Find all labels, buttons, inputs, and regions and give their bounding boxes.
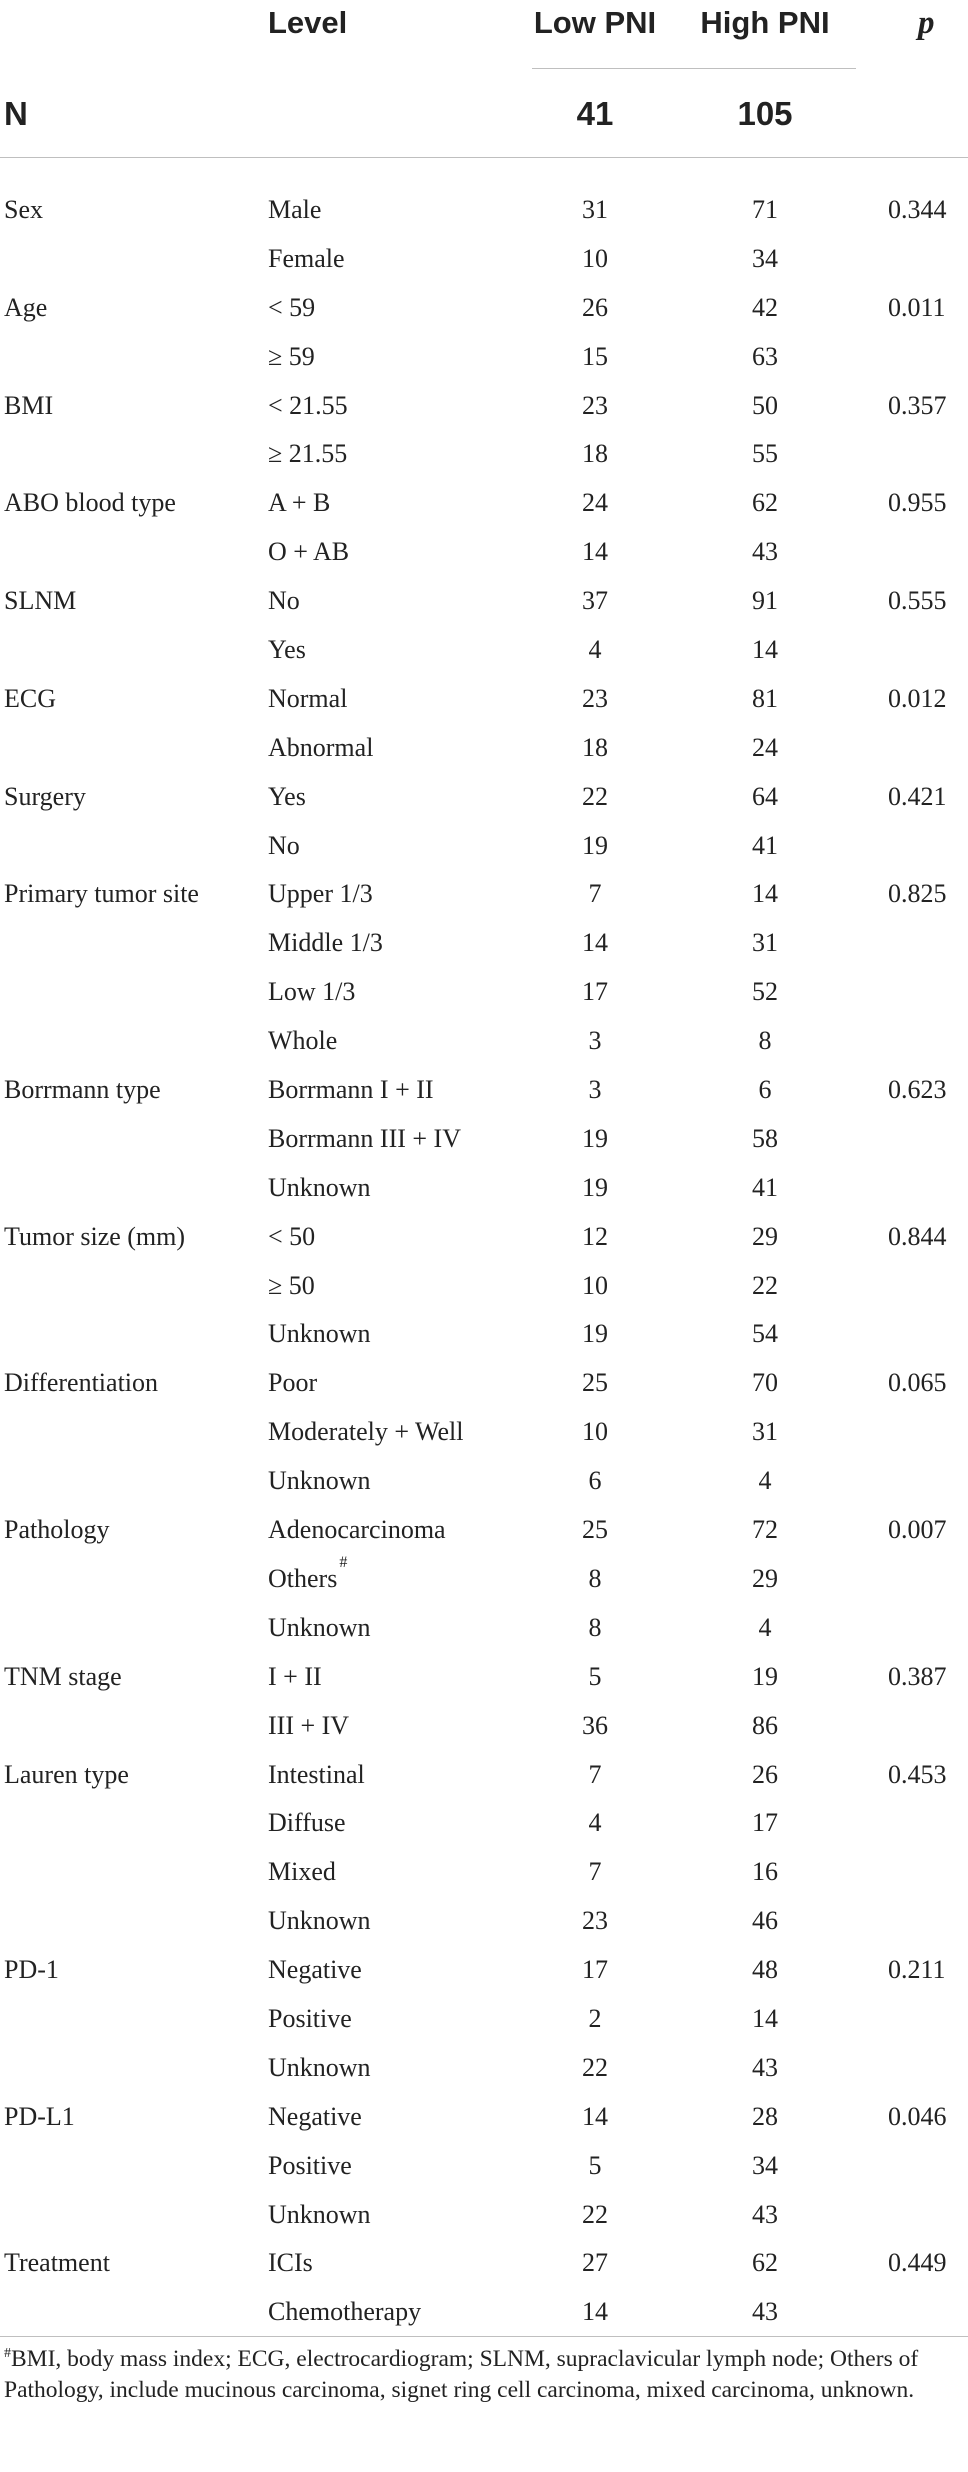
header-level: Level bbox=[268, 5, 348, 40]
p-value-cell: 0.011 bbox=[888, 292, 946, 322]
high-pni-cell: 14 bbox=[752, 879, 778, 909]
table-row bbox=[0, 1262, 968, 1311]
low-pni-cell: 10 bbox=[582, 243, 608, 273]
table-row bbox=[0, 2093, 968, 2142]
low-pni-cell: 36 bbox=[582, 1710, 608, 1740]
level-cell: Male bbox=[268, 195, 322, 224]
variable-cell: Treatment bbox=[4, 2248, 110, 2278]
low-pni-cell: 31 bbox=[582, 195, 608, 224]
level-cell: < 50 bbox=[268, 1221, 316, 1251]
level-cell: Yes bbox=[268, 635, 306, 665]
low-pni-cell: 3 bbox=[588, 1026, 602, 1056]
high-pni-cell: 62 bbox=[752, 2248, 778, 2278]
level-cell: Borrmann III + IV bbox=[268, 1123, 461, 1153]
high-pni-cell: 50 bbox=[752, 390, 778, 420]
level-cell: ≥ 59 bbox=[268, 341, 315, 371]
level-cell: Diffuse bbox=[268, 1808, 346, 1838]
n-low-pni: 41 bbox=[576, 95, 614, 132]
table-body bbox=[0, 186, 968, 2337]
level-cell: Borrmann I + II bbox=[268, 1075, 434, 1105]
high-pni-cell: 71 bbox=[752, 195, 778, 224]
p-value-cell: 0.387 bbox=[888, 1661, 947, 1691]
variable-cell: Pathology bbox=[4, 1515, 110, 1545]
p-value-cell: 0.012 bbox=[888, 683, 947, 713]
low-pni-cell: 23 bbox=[582, 390, 608, 420]
table-row bbox=[0, 479, 968, 528]
level-cell: Unknown bbox=[268, 1319, 371, 1349]
high-pni-cell: 43 bbox=[752, 537, 778, 567]
low-pni-cell: 12 bbox=[582, 1221, 608, 1251]
table-row bbox=[0, 1751, 968, 1800]
high-pni-cell: 28 bbox=[752, 2101, 778, 2131]
table-row bbox=[0, 2191, 968, 2240]
group-header-rule bbox=[532, 68, 856, 69]
table-row bbox=[0, 528, 968, 577]
high-pni-cell: 4 bbox=[758, 1612, 772, 1642]
high-pni-cell: 72 bbox=[752, 1515, 778, 1545]
level-cell: Normal bbox=[268, 683, 348, 713]
variable-cell: Sex bbox=[4, 195, 43, 224]
variable-cell: SLNM bbox=[4, 586, 77, 616]
level-cell: Positive bbox=[268, 2003, 352, 2033]
high-pni-cell: 22 bbox=[752, 1270, 778, 1300]
p-value-cell: 0.357 bbox=[888, 390, 947, 420]
table-row bbox=[0, 1506, 968, 1555]
high-pni-cell: 63 bbox=[752, 341, 778, 371]
variable-cell: Tumor size (mm) bbox=[4, 1221, 186, 1251]
low-pni-cell: 22 bbox=[582, 781, 608, 811]
low-pni-cell: 15 bbox=[582, 341, 608, 371]
table-row bbox=[0, 1115, 968, 1164]
table-row bbox=[0, 1066, 968, 1115]
others-footnote-marker: # bbox=[339, 1554, 348, 1572]
level-cell: Unknown bbox=[268, 2199, 371, 2229]
variable-cell: Surgery bbox=[4, 781, 86, 811]
level-cell: Middle 1/3 bbox=[268, 928, 383, 958]
level-cell: Negative bbox=[268, 1955, 362, 1985]
table-row bbox=[0, 1310, 968, 1359]
low-pni-cell: 10 bbox=[582, 1270, 608, 1300]
table-row bbox=[0, 1408, 968, 1457]
low-pni-cell: 19 bbox=[582, 1123, 608, 1153]
level-cell: Female bbox=[268, 243, 345, 273]
low-pni-cell: 17 bbox=[582, 977, 608, 1007]
low-pni-cell: 14 bbox=[582, 2297, 608, 2327]
high-pni-cell: 55 bbox=[752, 439, 778, 469]
high-pni-cell: 19 bbox=[752, 1661, 778, 1691]
p-value-cell: 0.844 bbox=[888, 1221, 947, 1251]
level-cell: No bbox=[268, 586, 300, 616]
level-cell: ≥ 50 bbox=[268, 1270, 315, 1300]
high-pni-cell: 14 bbox=[752, 635, 778, 665]
table-row bbox=[0, 1555, 968, 1604]
low-pni-cell: 4 bbox=[588, 635, 602, 665]
high-pni-cell: 52 bbox=[752, 977, 778, 1007]
low-pni-cell: 2 bbox=[588, 2003, 602, 2033]
high-pni-cell: 70 bbox=[752, 1368, 778, 1398]
level-cell: < 59 bbox=[268, 292, 316, 322]
bottom-rule bbox=[0, 2336, 968, 2337]
high-pni-cell: 34 bbox=[752, 243, 778, 273]
high-pni-cell: 43 bbox=[752, 2297, 778, 2327]
table-row bbox=[0, 724, 968, 773]
high-pni-cell: 46 bbox=[752, 1906, 778, 1936]
table-row bbox=[0, 870, 968, 919]
table-row bbox=[0, 577, 968, 626]
low-pni-cell: 24 bbox=[582, 488, 608, 518]
level-cell: A + B bbox=[268, 488, 331, 518]
level-cell: Unknown bbox=[268, 1906, 371, 1936]
table-row bbox=[0, 2044, 968, 2093]
p-value-cell: 0.955 bbox=[888, 488, 947, 518]
low-pni-cell: 18 bbox=[582, 732, 608, 762]
low-pni-cell: 37 bbox=[582, 586, 608, 616]
variable-cell: PD-1 bbox=[4, 1955, 59, 1985]
n-high-pni: 105 bbox=[737, 95, 793, 132]
low-pni-cell: 25 bbox=[582, 1368, 608, 1398]
level-cell: ICIs bbox=[268, 2248, 313, 2278]
table-row bbox=[0, 919, 968, 968]
footnote-text: BMI, body mass index; ECG, electrocardiogram; SLNM, supraclavicular lymph node; Others of Pathology, include mucinous carcinoma, signet ring cell carcinoma, mixed carcinoma, unknown. bbox=[4, 2345, 919, 2403]
high-pni-cell: 91 bbox=[752, 586, 778, 616]
low-pni-cell: 25 bbox=[582, 1515, 608, 1545]
low-pni-cell: 27 bbox=[582, 2248, 608, 2278]
table-row bbox=[0, 382, 968, 431]
table-row bbox=[0, 773, 968, 822]
high-pni-cell: 41 bbox=[752, 830, 778, 860]
table-row bbox=[0, 1995, 968, 2044]
high-pni-cell: 43 bbox=[752, 2052, 778, 2082]
table-row bbox=[0, 2142, 968, 2191]
high-pni-cell: 54 bbox=[752, 1319, 778, 1349]
level-cell: Chemotherapy bbox=[268, 2297, 422, 2327]
high-pni-cell: 42 bbox=[752, 292, 778, 322]
table-row bbox=[0, 1946, 968, 1995]
low-pni-cell: 19 bbox=[582, 830, 608, 860]
high-pni-cell: 31 bbox=[752, 928, 778, 958]
high-pni-cell: 64 bbox=[752, 781, 778, 811]
p-value-cell: 0.825 bbox=[888, 879, 947, 909]
table-row bbox=[0, 1653, 968, 1702]
level-cell: I + II bbox=[268, 1661, 322, 1691]
low-pni-cell: 7 bbox=[588, 1759, 602, 1789]
level-cell: Low 1/3 bbox=[268, 977, 356, 1007]
level-cell: Yes bbox=[268, 781, 306, 811]
high-pni-cell: 4 bbox=[758, 1466, 772, 1496]
low-pni-cell: 5 bbox=[588, 2150, 602, 2180]
table-row bbox=[0, 1799, 968, 1848]
header-low-pni: Low PNI bbox=[533, 5, 657, 40]
table-row bbox=[0, 968, 968, 1017]
variable-cell: Borrmann type bbox=[4, 1075, 161, 1105]
low-pni-cell: 8 bbox=[588, 1612, 602, 1642]
high-pni-cell: 8 bbox=[758, 1026, 772, 1056]
low-pni-cell: 17 bbox=[582, 1955, 608, 1985]
level-cell: Negative bbox=[268, 2101, 362, 2131]
low-pni-cell: 23 bbox=[582, 1906, 608, 1936]
low-pni-cell: 22 bbox=[582, 2199, 608, 2229]
high-pni-cell: 17 bbox=[752, 1808, 778, 1838]
high-pni-cell: 24 bbox=[752, 732, 778, 762]
variable-cell: Lauren type bbox=[4, 1759, 129, 1789]
high-pni-cell: 62 bbox=[752, 488, 778, 518]
level-cell: < 21.55 bbox=[268, 390, 348, 420]
table-row bbox=[0, 430, 968, 479]
high-pni-cell: 6 bbox=[758, 1075, 772, 1105]
level-cell: Unknown bbox=[268, 1172, 371, 1202]
low-pni-cell: 14 bbox=[582, 2101, 608, 2131]
n-label: N bbox=[4, 95, 28, 132]
header-high-pni: High PNI bbox=[700, 5, 830, 40]
p-value-cell: 0.065 bbox=[888, 1368, 947, 1398]
table-row bbox=[0, 822, 968, 871]
low-pni-cell: 23 bbox=[582, 683, 608, 713]
table-row bbox=[0, 1017, 968, 1066]
table-row bbox=[0, 186, 968, 235]
low-pni-cell: 10 bbox=[582, 1417, 608, 1447]
p-value-cell: 0.453 bbox=[888, 1759, 947, 1789]
p-value-cell: 0.211 bbox=[888, 1955, 946, 1985]
level-cell: Poor bbox=[268, 1368, 318, 1398]
table-row bbox=[0, 2288, 968, 2337]
variable-cell: Differentiation bbox=[4, 1368, 159, 1398]
high-pni-cell: 41 bbox=[752, 1172, 778, 1202]
level-cell: Others# bbox=[268, 1554, 348, 1593]
table-row bbox=[0, 1213, 968, 1262]
low-pni-cell: 26 bbox=[582, 292, 608, 322]
level-cell: No bbox=[268, 830, 300, 860]
high-pni-cell: 34 bbox=[752, 2150, 778, 2180]
level-cell: O + AB bbox=[268, 537, 350, 567]
table-row bbox=[0, 1164, 968, 1213]
low-pni-cell: 14 bbox=[582, 537, 608, 567]
variable-cell: ECG bbox=[4, 683, 56, 713]
high-pni-cell: 29 bbox=[752, 1563, 778, 1593]
level-cell: Mixed bbox=[268, 1857, 336, 1887]
variable-cell: ABO blood type bbox=[4, 488, 176, 518]
high-pni-cell: 16 bbox=[752, 1857, 778, 1887]
table-row bbox=[0, 1604, 968, 1653]
p-value-cell: 0.007 bbox=[888, 1515, 947, 1545]
p-value-cell: 0.046 bbox=[888, 2101, 947, 2131]
high-pni-cell: 29 bbox=[752, 1221, 778, 1251]
table-row bbox=[0, 1359, 968, 1408]
p-value-cell: 0.421 bbox=[888, 781, 947, 811]
high-pni-cell: 48 bbox=[752, 1955, 778, 1985]
high-pni-cell: 43 bbox=[752, 2199, 778, 2229]
level-cell: Adenocarcinoma bbox=[268, 1515, 446, 1545]
level-cell: Upper 1/3 bbox=[268, 879, 373, 909]
low-pni-cell: 4 bbox=[588, 1808, 602, 1838]
table-row bbox=[0, 333, 968, 382]
level-cell: ≥ 21.55 bbox=[268, 439, 348, 469]
low-pni-cell: 8 bbox=[588, 1563, 602, 1593]
low-pni-cell: 22 bbox=[582, 2052, 608, 2082]
high-pni-cell: 86 bbox=[752, 1710, 778, 1740]
variable-cell: Age bbox=[4, 292, 48, 322]
high-pni-cell: 14 bbox=[752, 2003, 778, 2033]
level-cell: III + IV bbox=[268, 1710, 350, 1740]
table-row bbox=[0, 235, 968, 284]
level-cell: Intestinal bbox=[268, 1759, 365, 1789]
level-cell: Whole bbox=[268, 1026, 338, 1056]
table-row bbox=[0, 626, 968, 675]
variable-cell: PD-L1 bbox=[4, 2101, 75, 2131]
level-cell: Unknown bbox=[268, 1612, 371, 1642]
p-value-cell: 0.449 bbox=[888, 2248, 947, 2278]
footnote-marker: # bbox=[4, 2346, 11, 2361]
variable-cell: Primary tumor site bbox=[4, 879, 199, 909]
table-row bbox=[0, 1702, 968, 1751]
header-rule bbox=[0, 157, 968, 158]
p-value-cell: 0.344 bbox=[888, 195, 947, 224]
level-cell: Moderately + Well bbox=[268, 1417, 464, 1447]
level-cell: Unknown bbox=[268, 2052, 371, 2082]
variable-cell: BMI bbox=[4, 390, 54, 420]
low-pni-cell: 5 bbox=[588, 1661, 602, 1691]
low-pni-cell: 19 bbox=[582, 1319, 608, 1349]
p-value-cell: 0.555 bbox=[888, 586, 947, 616]
level-cell: Abnormal bbox=[268, 732, 374, 762]
high-pni-cell: 31 bbox=[752, 1417, 778, 1447]
table-row bbox=[0, 1457, 968, 1506]
header-p-value: p bbox=[918, 4, 935, 41]
high-pni-cell: 81 bbox=[752, 683, 778, 713]
table-row bbox=[0, 675, 968, 724]
table-row bbox=[0, 2239, 968, 2288]
low-pni-cell: 7 bbox=[588, 1857, 602, 1887]
low-pni-cell: 6 bbox=[588, 1466, 602, 1496]
level-cell: Unknown bbox=[268, 1466, 371, 1496]
low-pni-cell: 19 bbox=[582, 1172, 608, 1202]
high-pni-cell: 26 bbox=[752, 1759, 778, 1789]
low-pni-cell: 14 bbox=[582, 928, 608, 958]
table-row bbox=[0, 1848, 968, 1897]
table-row bbox=[0, 1897, 968, 1946]
variable-cell: TNM stage bbox=[4, 1661, 122, 1691]
p-value-cell: 0.623 bbox=[888, 1075, 947, 1105]
low-pni-cell: 7 bbox=[588, 879, 602, 909]
level-cell: Positive bbox=[268, 2150, 352, 2180]
footnote bbox=[4, 2338, 962, 2406]
high-pni-cell: 58 bbox=[752, 1123, 778, 1153]
table-row bbox=[0, 284, 968, 333]
low-pni-cell: 18 bbox=[582, 439, 608, 469]
low-pni-cell: 3 bbox=[588, 1075, 602, 1105]
